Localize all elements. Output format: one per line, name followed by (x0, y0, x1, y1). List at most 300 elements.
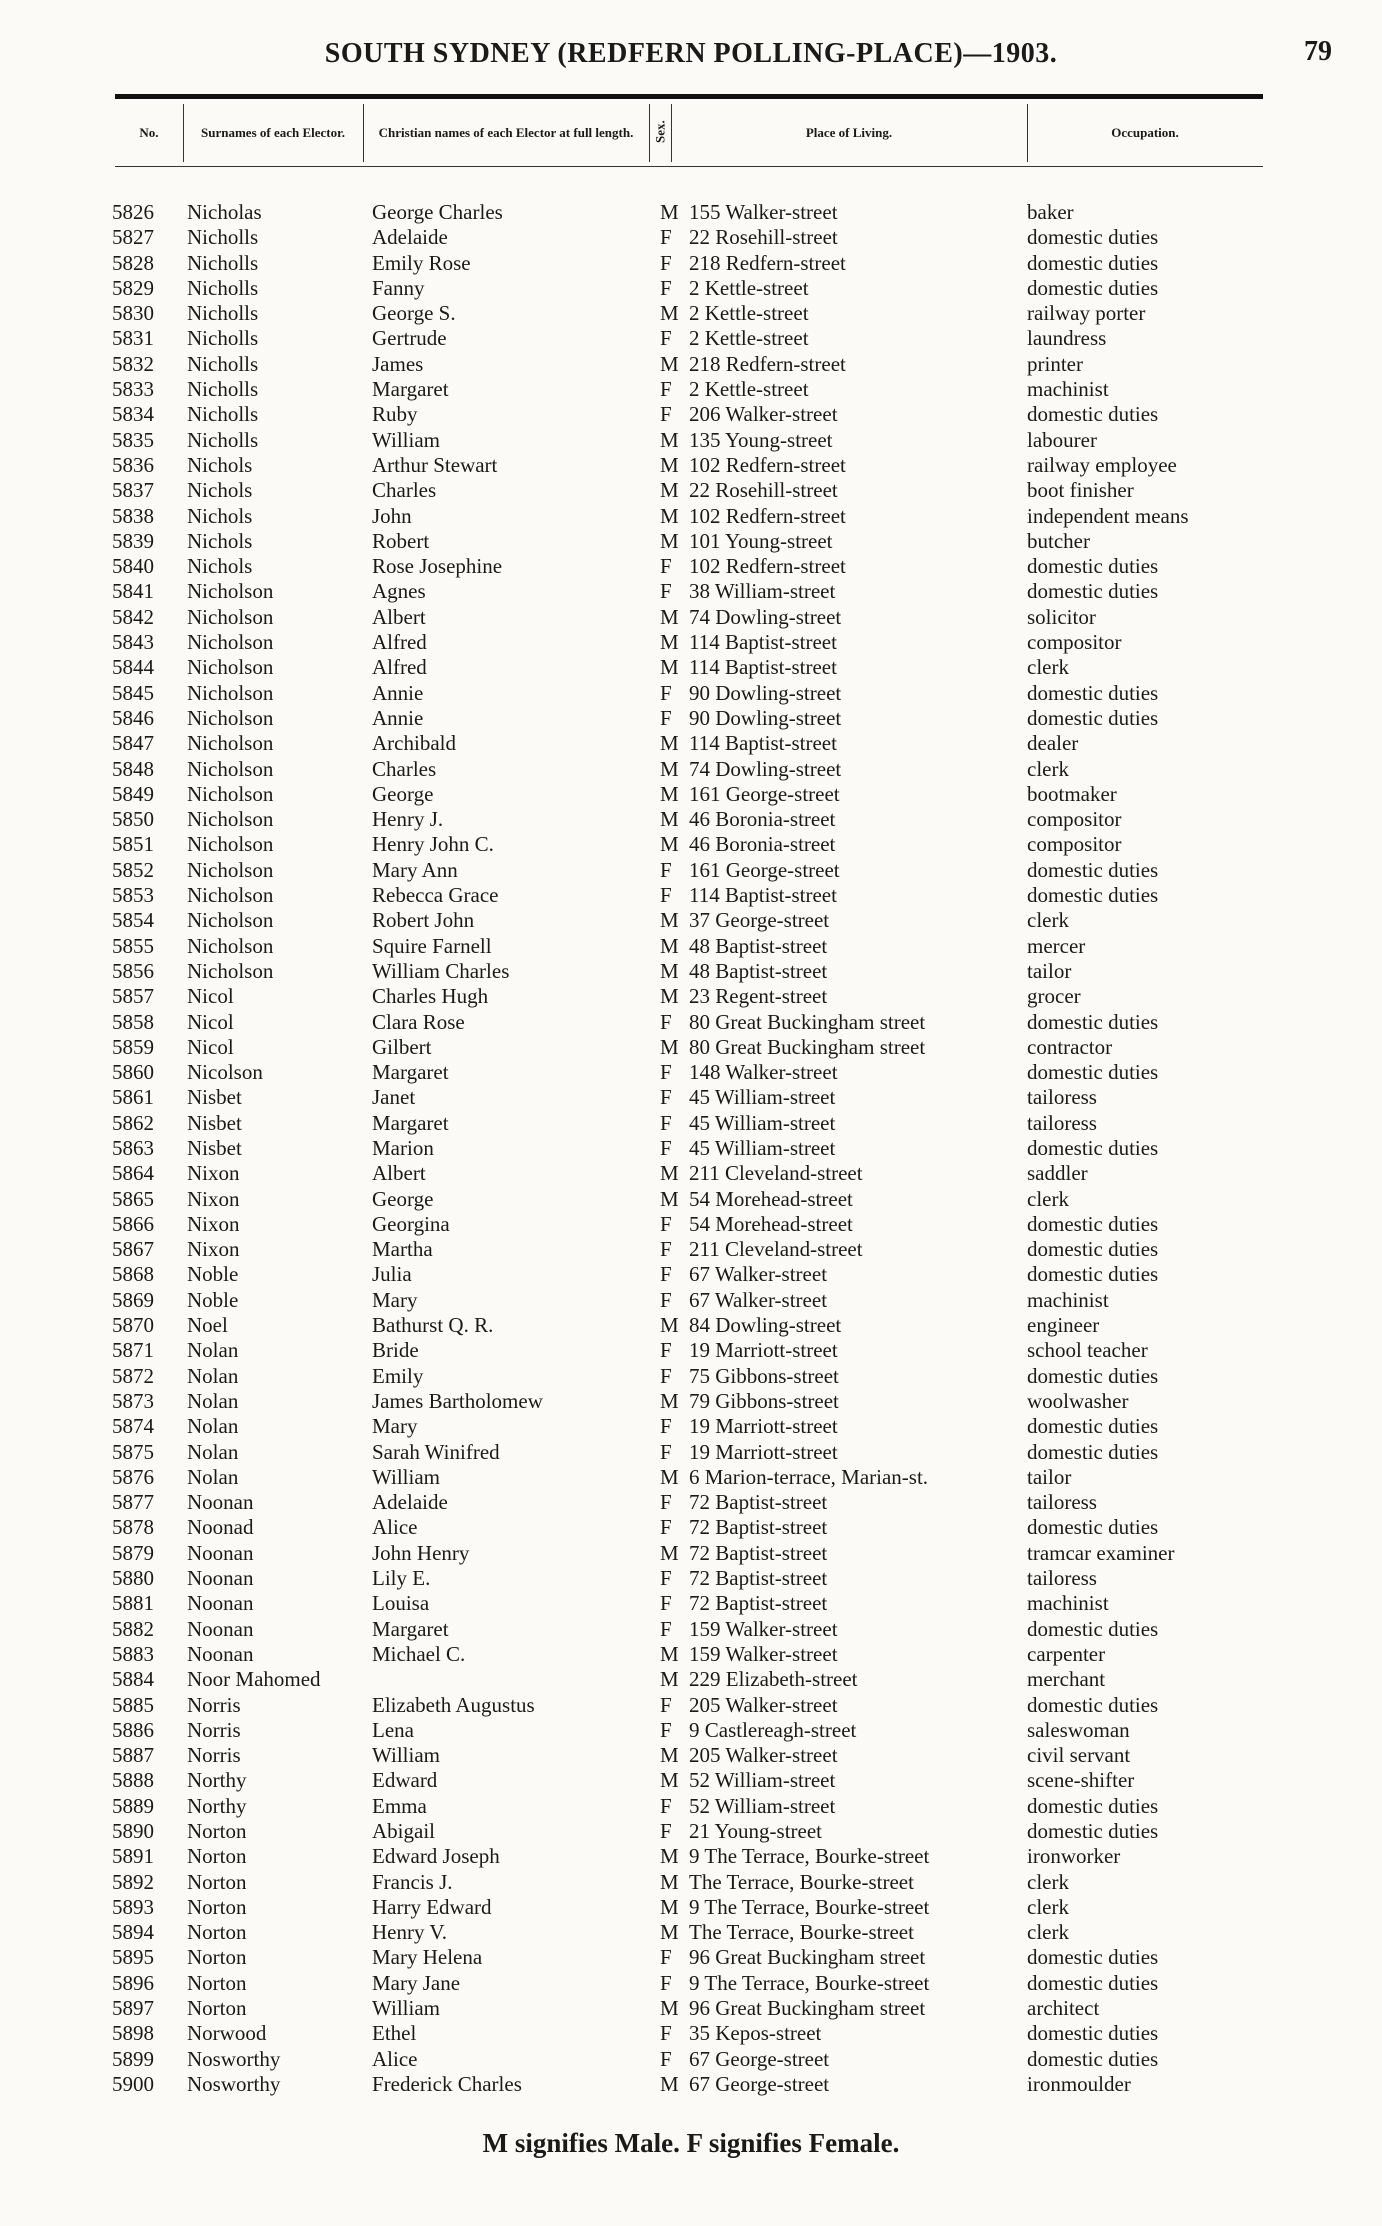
elector-sex: M (660, 478, 679, 503)
elector-surname: Nisbet (187, 1135, 242, 1160)
table-row (0, 1136, 1382, 1161)
elector-number: 5829 (112, 275, 154, 300)
elector-sex: F (660, 1566, 672, 1591)
elector-occupation: carpenter (1027, 1641, 1106, 1666)
elector-sex: M (660, 427, 679, 452)
header-sex: Sex. (652, 120, 668, 144)
table-row (0, 908, 1382, 933)
elector-surname: Norris (187, 1692, 241, 1717)
elector-sex: M (660, 503, 679, 528)
elector-place-of-living: 218 Redfern-street (689, 351, 846, 376)
table-row (0, 1996, 1382, 2021)
elector-christian-names: George Charles (372, 200, 503, 224)
elector-christian-names: Henry John C. (372, 832, 494, 857)
elector-number: 5895 (112, 1945, 154, 1970)
elector-place-of-living: 46 Boronia-street (689, 807, 836, 832)
elector-number: 5826 (112, 200, 154, 224)
elector-surname: Nicholson (187, 933, 274, 958)
elector-surname: Nicholson (187, 908, 274, 933)
header-christian-names: Christian names of each Elector at full length. (378, 124, 634, 140)
elector-number: 5861 (112, 1085, 154, 1110)
table-row (0, 782, 1382, 807)
elector-sex: F (660, 1060, 672, 1085)
elector-sex: F (660, 1110, 672, 1135)
table-row (0, 453, 1382, 478)
elector-surname: Nicholls (187, 250, 259, 275)
table-row (0, 1768, 1382, 1793)
elector-sex: M (660, 781, 679, 806)
elector-christian-names: Albert (372, 604, 426, 629)
elector-occupation: engineer (1027, 1313, 1100, 1338)
table-row (0, 1465, 1382, 1490)
elector-occupation: domestic duties (1027, 1515, 1159, 1540)
elector-occupation: clerk (1027, 1920, 1069, 1945)
elector-sex: F (660, 1009, 672, 1034)
elector-sex: F (660, 1237, 672, 1262)
elector-number: 5883 (112, 1641, 154, 1666)
elector-surname: Nicol (187, 1009, 234, 1034)
table-row (0, 1490, 1382, 1515)
elector-christian-names: Squire Farnell (372, 933, 492, 958)
elector-christian-names: Marion (372, 1135, 434, 1160)
elector-christian-names: George (372, 781, 434, 806)
elector-christian-names: Margaret (372, 1060, 449, 1085)
elector-sex: F (660, 1970, 672, 1995)
table-row (0, 1591, 1382, 1616)
elector-occupation: architect (1027, 1996, 1100, 2021)
elector-christian-names: Adelaide (372, 1490, 448, 1515)
elector-sex: F (660, 857, 672, 882)
elector-place-of-living: 101 Young-street (689, 528, 833, 553)
elector-surname: Norris (187, 1717, 241, 1742)
elector-place-of-living: 114 Baptist-street (689, 731, 837, 756)
elector-occupation: independent means (1027, 503, 1189, 528)
elector-place-of-living: 155 Walker-street (689, 200, 838, 224)
elector-number: 5866 (112, 1211, 154, 1236)
elector-occupation: school teacher (1027, 1338, 1148, 1363)
elector-surname: Norton (187, 1945, 247, 1970)
elector-sex: M (660, 1161, 679, 1186)
elector-christian-names: Henry J. (372, 807, 444, 832)
elector-place-of-living: 159 Walker-street (689, 1616, 838, 1641)
elector-sex: F (660, 2021, 672, 2046)
elector-sex: M (660, 731, 679, 756)
elector-occupation: boot finisher (1027, 478, 1134, 503)
table-row (0, 1338, 1382, 1363)
elector-place-of-living: 114 Baptist-street (689, 630, 837, 655)
elector-occupation: mercer (1027, 933, 1086, 958)
table-row (0, 1085, 1382, 1110)
elector-occupation: domestic duties (1027, 1237, 1159, 1262)
table-row (0, 858, 1382, 883)
elector-number: 5862 (112, 1110, 154, 1135)
table-row (0, 1971, 1382, 1996)
elector-place-of-living: 102 Redfern-street (689, 452, 846, 477)
elector-sex: F (660, 250, 672, 275)
elector-place-of-living: 19 Marriott-street (689, 1414, 838, 1439)
elector-sex: F (660, 1338, 672, 1363)
elector-place-of-living: 67 George-street (689, 2046, 830, 2071)
elector-place-of-living: 52 William-street (689, 1768, 836, 1793)
table-row (0, 605, 1382, 630)
elector-number: 5850 (112, 807, 154, 832)
table-row (0, 579, 1382, 604)
elector-sex: F (660, 1262, 672, 1287)
elector-surname: Nicholson (187, 655, 274, 680)
elector-occupation: domestic duties (1027, 2046, 1159, 2071)
elector-place-of-living: 54 Morehead-street (689, 1186, 853, 1211)
elector-surname: Nicholson (187, 883, 274, 908)
table-row (0, 1364, 1382, 1389)
elector-sex: M (660, 351, 679, 376)
elector-occupation: tailoress (1027, 1085, 1097, 1110)
table-row (0, 2047, 1382, 2072)
elector-number: 5849 (112, 781, 154, 806)
elector-place-of-living: 229 Elizabeth-street (689, 1667, 858, 1692)
elector-number: 5846 (112, 705, 154, 730)
elector-number: 5897 (112, 1996, 154, 2021)
elector-christian-names: Emily Rose (372, 250, 471, 275)
elector-number: 5840 (112, 554, 154, 579)
elector-occupation: domestic duties (1027, 1262, 1159, 1287)
elector-surname: Norton (187, 1970, 247, 1995)
elector-number: 5828 (112, 250, 154, 275)
table-row (0, 200, 1382, 225)
elector-surname: Nicholson (187, 958, 274, 983)
elector-christian-names: Edward Joseph (372, 1844, 500, 1869)
elector-occupation: domestic duties (1027, 857, 1159, 882)
elector-surname: Norton (187, 1819, 247, 1843)
elector-place-of-living: 84 Dowling-street (689, 1313, 842, 1338)
table-row (0, 1945, 1382, 1970)
elector-number: 5837 (112, 478, 154, 503)
elector-place-of-living: 72 Baptist-street (689, 1566, 828, 1591)
elector-number: 5853 (112, 883, 154, 908)
table-row (0, 1920, 1382, 1945)
elector-surname: Norwood (187, 2021, 267, 2046)
elector-surname: Noor Mahomed (187, 1667, 321, 1692)
elector-place-of-living: 72 Baptist-street (689, 1591, 828, 1616)
elector-surname: Nicholson (187, 680, 274, 705)
elector-sex: M (660, 1313, 679, 1338)
elector-surname: Nosworthy (187, 2046, 281, 2071)
elector-place-of-living: 19 Marriott-street (689, 1439, 838, 1464)
elector-place-of-living: 35 Kepos-street (689, 2021, 822, 2046)
elector-occupation: domestic duties (1027, 883, 1159, 908)
table-row (0, 1895, 1382, 1920)
elector-list (0, 200, 1382, 2097)
elector-christian-names: James (372, 351, 424, 376)
elector-christian-names: Robert John (372, 908, 475, 933)
elector-surname: Nichols (187, 528, 253, 553)
elector-sex: F (660, 1414, 672, 1439)
elector-occupation: domestic duties (1027, 1414, 1159, 1439)
elector-sex: M (660, 301, 679, 326)
elector-number: 5831 (112, 326, 154, 351)
table-row (0, 832, 1382, 857)
table-row (0, 1515, 1382, 1540)
table-row (0, 959, 1382, 984)
header-rule-bottom (115, 166, 1263, 167)
elector-surname: Nixon (187, 1211, 240, 1236)
table-row (0, 1010, 1382, 1035)
elector-christian-names: William (372, 1464, 440, 1489)
elector-number: 5878 (112, 1515, 154, 1540)
elector-number: 5889 (112, 1793, 154, 1818)
elector-occupation: domestic duties (1027, 1009, 1159, 1034)
elector-christian-names: Margaret (372, 1616, 449, 1641)
elector-number: 5865 (112, 1186, 154, 1211)
elector-christian-names: Abigail (372, 1819, 435, 1843)
elector-number: 5848 (112, 756, 154, 781)
elector-place-of-living: 38 William-street (689, 579, 836, 604)
elector-place-of-living: 211 Cleveland-street (689, 1161, 863, 1186)
elector-number: 5863 (112, 1135, 154, 1160)
table-row (0, 706, 1382, 731)
table-row (0, 1844, 1382, 1869)
elector-surname: Nicholls (187, 351, 259, 376)
elector-surname: Nixon (187, 1161, 240, 1186)
elector-place-of-living: 2 Kettle-street (689, 377, 809, 402)
elector-surname: Nicholls (187, 427, 259, 452)
table-row (0, 276, 1382, 301)
elector-place-of-living: 2 Kettle-street (689, 275, 809, 300)
elector-number: 5872 (112, 1363, 154, 1388)
elector-sex: F (660, 1490, 672, 1515)
elector-christian-names: James Bartholomew (372, 1388, 543, 1413)
elector-number: 5852 (112, 857, 154, 882)
elector-christian-names: Margaret (372, 1110, 449, 1135)
elector-sex: M (660, 1844, 679, 1869)
table-row (0, 1237, 1382, 1262)
elector-number: 5894 (112, 1920, 154, 1945)
elector-christian-names: Julia (372, 1262, 412, 1287)
elector-christian-names: William (372, 427, 440, 452)
elector-christian-names: Martha (372, 1237, 433, 1262)
elector-surname: Nicholson (187, 857, 274, 882)
elector-place-of-living: 23 Regent-street (689, 984, 828, 1009)
header-place: Place of Living. (805, 124, 893, 140)
elector-number: 5859 (112, 1034, 154, 1059)
elector-place-of-living: The Terrace, Bourke-street (689, 1920, 914, 1945)
elector-christian-names: Mary Helena (372, 1945, 483, 1970)
elector-place-of-living: 22 Rosehill-street (689, 225, 838, 250)
elector-occupation: domestic duties (1027, 579, 1159, 604)
elector-christian-names: Annie (372, 680, 424, 705)
elector-number: 5844 (112, 655, 154, 680)
elector-occupation: laundress (1027, 326, 1107, 351)
elector-occupation: domestic duties (1027, 1363, 1159, 1388)
page-title: SOUTH SYDNEY (REDFERN POLLING-PLACE)—1903. (324, 38, 1058, 69)
elector-occupation: domestic duties (1027, 1692, 1159, 1717)
elector-place-of-living: 37 George-street (689, 908, 830, 933)
elector-christian-names: Mary (372, 1287, 418, 1312)
table-row (0, 402, 1382, 427)
elector-christian-names: Fanny (372, 275, 425, 300)
elector-christian-names: William (372, 1743, 440, 1768)
elector-sex: F (660, 883, 672, 908)
elector-number: 5851 (112, 832, 154, 857)
table-row (0, 1389, 1382, 1414)
elector-occupation: saddler (1027, 1161, 1088, 1186)
elector-place-of-living: 67 Walker-street (689, 1287, 828, 1312)
elector-surname: Nolan (187, 1388, 239, 1413)
elector-place-of-living: 22 Rosehill-street (689, 478, 838, 503)
elector-surname: Nicholls (187, 377, 259, 402)
elector-place-of-living: 67 Walker-street (689, 1262, 828, 1287)
table-row (0, 529, 1382, 554)
elector-number: 5836 (112, 452, 154, 477)
elector-place-of-living: 45 William-street (689, 1110, 836, 1135)
elector-christian-names: William (372, 1996, 440, 2021)
elector-number: 5887 (112, 1743, 154, 1768)
elector-number: 5873 (112, 1388, 154, 1413)
elector-sex: M (660, 1768, 679, 1793)
elector-surname: Norton (187, 1920, 247, 1945)
elector-christian-names: Alice (372, 1515, 418, 1540)
elector-occupation: domestic duties (1027, 1211, 1159, 1236)
elector-surname: Nolan (187, 1464, 239, 1489)
elector-occupation: merchant (1027, 1667, 1106, 1692)
elector-surname: Nicolson (187, 1060, 263, 1085)
elector-occupation: ironworker (1027, 1844, 1121, 1869)
elector-sex: F (660, 1135, 672, 1160)
elector-sex: F (660, 1945, 672, 1970)
elector-number: 5886 (112, 1717, 154, 1742)
elector-surname: Norton (187, 1996, 247, 2021)
elector-occupation: grocer (1027, 984, 1081, 1009)
elector-number: 5871 (112, 1338, 154, 1363)
elector-occupation: tramcar examiner (1027, 1540, 1175, 1565)
table-row (0, 1566, 1382, 1591)
elector-christian-names: Mary Jane (372, 1970, 461, 1995)
elector-place-of-living: 79 Gibbons-street (689, 1388, 839, 1413)
elector-number: 5855 (112, 933, 154, 958)
elector-christian-names: Edward (372, 1768, 438, 1793)
elector-sex: M (660, 832, 679, 857)
table-row (0, 1541, 1382, 1566)
elector-place-of-living: 72 Baptist-street (689, 1540, 828, 1565)
elector-surname: Nolan (187, 1414, 239, 1439)
elector-place-of-living: 161 George-street (689, 857, 840, 882)
elector-occupation: clerk (1027, 1894, 1069, 1919)
elector-occupation: compositor (1027, 807, 1122, 832)
table-row (0, 731, 1382, 756)
elector-sex: F (660, 225, 672, 250)
elector-christian-names: Adelaide (372, 225, 448, 250)
elector-sex: M (660, 1920, 679, 1945)
elector-sex: M (660, 1869, 679, 1894)
elector-number: 5881 (112, 1591, 154, 1616)
table-row (0, 504, 1382, 529)
elector-place-of-living: 96 Great Buckingham street (689, 1945, 926, 1970)
elector-occupation: tailor (1027, 958, 1072, 983)
table-row (0, 757, 1382, 782)
elector-sex: M (660, 1996, 679, 2021)
elector-surname: Nicholson (187, 705, 274, 730)
elector-occupation: compositor (1027, 630, 1122, 655)
elector-number: 5870 (112, 1313, 154, 1338)
elector-sex: F (660, 275, 672, 300)
elector-surname: Noonan (187, 1616, 254, 1641)
table-row (0, 1414, 1382, 1439)
elector-place-of-living: 2 Kettle-street (689, 326, 809, 351)
elector-occupation: domestic duties (1027, 275, 1159, 300)
elector-surname: Nicholson (187, 832, 274, 857)
table-row (0, 1617, 1382, 1642)
elector-christian-names: Gilbert (372, 1034, 432, 1059)
elector-surname: Nixon (187, 1186, 240, 1211)
elector-surname: Noonan (187, 1490, 254, 1515)
elector-sex: M (660, 1667, 679, 1692)
elector-surname: Nichols (187, 452, 253, 477)
elector-occupation: domestic duties (1027, 554, 1159, 579)
elector-surname: Noonan (187, 1540, 254, 1565)
elector-sex: F (660, 1085, 672, 1110)
elector-occupation: clerk (1027, 908, 1069, 933)
elector-sex: M (660, 984, 679, 1009)
elector-number: 5900 (112, 2071, 154, 2096)
elector-number: 5890 (112, 1819, 154, 1843)
table-row (0, 478, 1382, 503)
header-surname: Surnames of each Elector. (201, 124, 345, 140)
elector-christian-names: Louisa (372, 1591, 430, 1616)
elector-christian-names: Emma (372, 1793, 427, 1818)
elector-number: 5830 (112, 301, 154, 326)
elector-sex: M (660, 630, 679, 655)
elector-christian-names: Charles Hugh (372, 984, 489, 1009)
elector-occupation: domestic duties (1027, 1439, 1159, 1464)
elector-place-of-living: 96 Great Buckingham street (689, 1996, 926, 2021)
elector-place-of-living: 21 Young-street (689, 1819, 823, 1843)
elector-sex: F (660, 1439, 672, 1464)
elector-place-of-living: 48 Baptist-street (689, 958, 828, 983)
elector-sex: F (660, 377, 672, 402)
header-rule-top (115, 94, 1263, 99)
elector-surname: Norton (187, 1869, 247, 1894)
elector-sex: F (660, 705, 672, 730)
elector-place-of-living: 211 Cleveland-street (689, 1237, 863, 1262)
table-row (0, 1288, 1382, 1313)
elector-number: 5867 (112, 1237, 154, 1262)
elector-place-of-living: 19 Marriott-street (689, 1338, 838, 1363)
elector-christian-names: Alfred (372, 630, 427, 655)
elector-christian-names: Lena (372, 1717, 414, 1742)
header-no: No. (139, 124, 159, 140)
elector-number: 5838 (112, 503, 154, 528)
elector-surname: Noble (187, 1287, 239, 1312)
elector-place-of-living: 90 Dowling-street (689, 680, 842, 705)
elector-sex: F (660, 1819, 672, 1843)
elector-place-of-living: 161 George-street (689, 781, 840, 806)
elector-occupation: solicitor (1027, 604, 1096, 629)
elector-sex: M (660, 1540, 679, 1565)
elector-sex: F (660, 554, 672, 579)
table-row (0, 1161, 1382, 1186)
elector-surname: Norton (187, 1844, 247, 1869)
elector-number: 5843 (112, 630, 154, 655)
table-row (0, 2072, 1382, 2097)
elector-surname: Nicol (187, 1034, 234, 1059)
elector-surname: Nisbet (187, 1085, 242, 1110)
elector-place-of-living: 80 Great Buckingham street (689, 1034, 926, 1059)
elector-occupation: clerk (1027, 1186, 1069, 1211)
table-row (0, 377, 1382, 402)
table-row (0, 883, 1382, 908)
elector-sex: M (660, 2071, 679, 2096)
elector-surname: Nosworthy (187, 2071, 281, 2096)
elector-christian-names: Bride (372, 1338, 419, 1363)
